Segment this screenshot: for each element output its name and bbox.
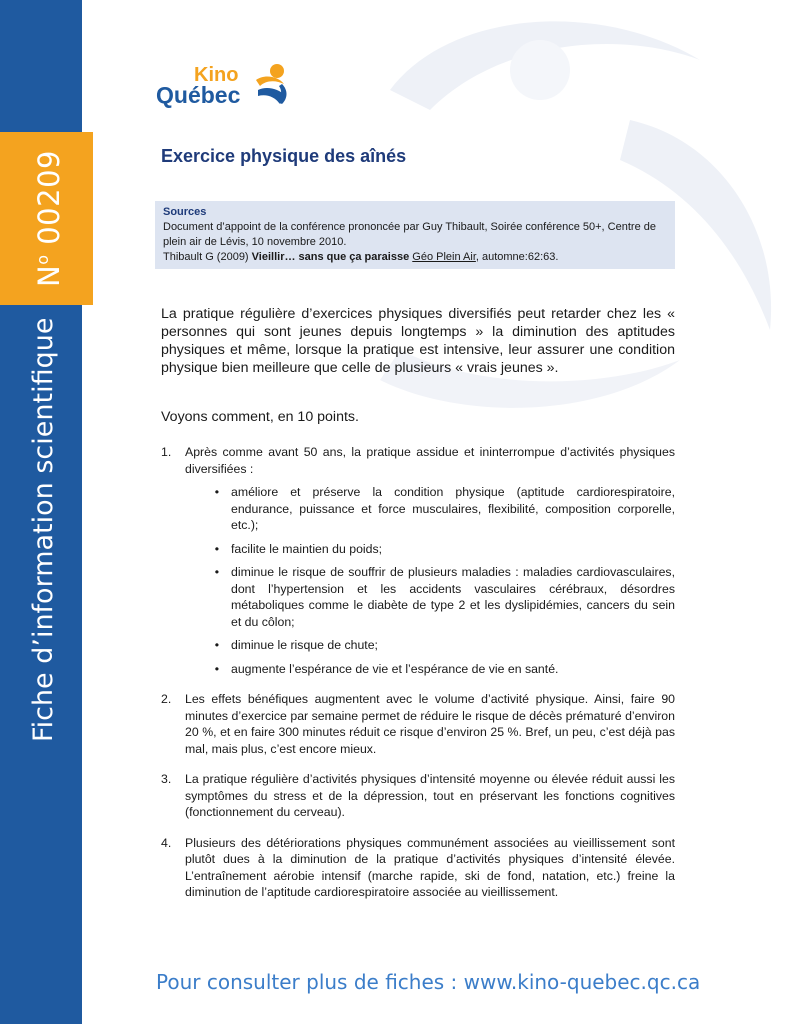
fiche-number: $N^o$ 00209	[32, 150, 66, 287]
vertical-title: Fiche d’information scientifique	[28, 317, 59, 742]
sources-line-1: Document d’appoint de la conférence prononcée par Guy Thibault, Soirée conférence 50+, Centre de plein air de Lévis, 10 novembre 2010.	[163, 221, 656, 248]
list-item: 4. Plusieurs des détériorations physiques communément associées au vieillissement sont plutôt dues à la diminution de la pratique d’activités physiques d’intensité élevée. L’entraînement aérobie intensif (marche rapide, ski de fond, natation, etc.) freine la diminution de l’aptitude cardiorespiratoire associée au vieillissement.	[161, 835, 675, 899]
page-title: Exercice physique des aînés	[161, 146, 407, 166]
bullet-item: • facilite le maintien du poids;	[214, 541, 383, 556]
footer-website-link[interactable]: Pour consulter plus de fiches : www.kino-quebec.qc.ca	[156, 970, 701, 994]
list-item: 3. La pratique régulière d’activités physiques d’intensité moyenne ou élevée réduit aussi les symptômes du stress et de la dépression, tout en préservant les fonctions cognitives (fonctionnement du cerveau).	[161, 772, 675, 819]
subheading-paragraph: Voyons comment, en 10 points.	[161, 409, 359, 425]
bullet-item: • diminue le risque de chute;	[214, 638, 378, 652]
sources-reference: Thibault G (2009) Vieillir… sans que ça paraisse Géo Plein Air, automne:62:63.	[163, 251, 559, 263]
kino-quebec-logo	[156, 62, 296, 110]
bullet-item: • diminue le risque de souffrir de plusieurs maladies : maladies cardiovasculaires, dont l’hypertension et les accidents vasculaires cérébraux, désordres métaboliques comme le diabète de type 2 et les dyslipidémies, cancers du sein et du côlon;	[214, 565, 675, 629]
logo-kino-text: Kino	[194, 64, 239, 86]
list-item: 1. Après comme avant 50 ans, la pratique assidue et ininterrompue d’activités physiques diversifiées : • améliore et préserve la condition physique (aptitude cardiorespiratoire, endurance, puissance et force musculaires, flexibilité, composition corporelle, etc.); • facilite le maintien du poids; • diminue le risque de souffrir de plusieurs maladies : maladies cardiovasculaires, dont l’hypertension et les accidents vasculaires cérébraux, désordres métaboliques comme le diabète de type 2 et les dyslipidémies, cancers du sein et du côlon; • diminue le risque de chute; • augmente l’espérance de vie et l’espérance de vie en santé.	[161, 445, 675, 676]
sources-box	[155, 201, 675, 269]
bullet-item: • augmente l’espérance de vie et l’espérance de vie en santé.	[214, 661, 559, 676]
logo-quebec-text: Québec	[156, 82, 241, 108]
sources-heading: Sources	[163, 206, 207, 218]
bullet-list	[185, 484, 675, 677]
intro-paragraph: La pratique régulière d’exercices physiques diversifiés peut retarder chez les « personnes qui sont jeunes depuis longtemps » la diminution des aptitudes physiques et même, lorsque la pratique est intensive, leur assurer une condition physique bien meilleure que celle de plusieurs « vrais jeunes ».	[161, 306, 675, 376]
logo-figure-icon	[252, 62, 290, 106]
points-list	[161, 444, 675, 915]
list-item: 2. Les effets bénéfiques augmentent avec le volume d’activité physique. Ainsi, faire 90 minutes d’exercice par semaine permet de réduire le risque de décès prématuré d’environ 20 %, et en faire 300 minutes réduit ce risque d’environ 25 %. Bref, un peu, c’est déjà pas mal, mais plus, c’est encore mieux.	[161, 692, 675, 756]
bullet-item: • améliore et préserve la condition physique (aptitude cardiorespiratoire, endurance, puissance et force musculaires, flexibilité, composition corporelle, etc.);	[214, 485, 675, 532]
